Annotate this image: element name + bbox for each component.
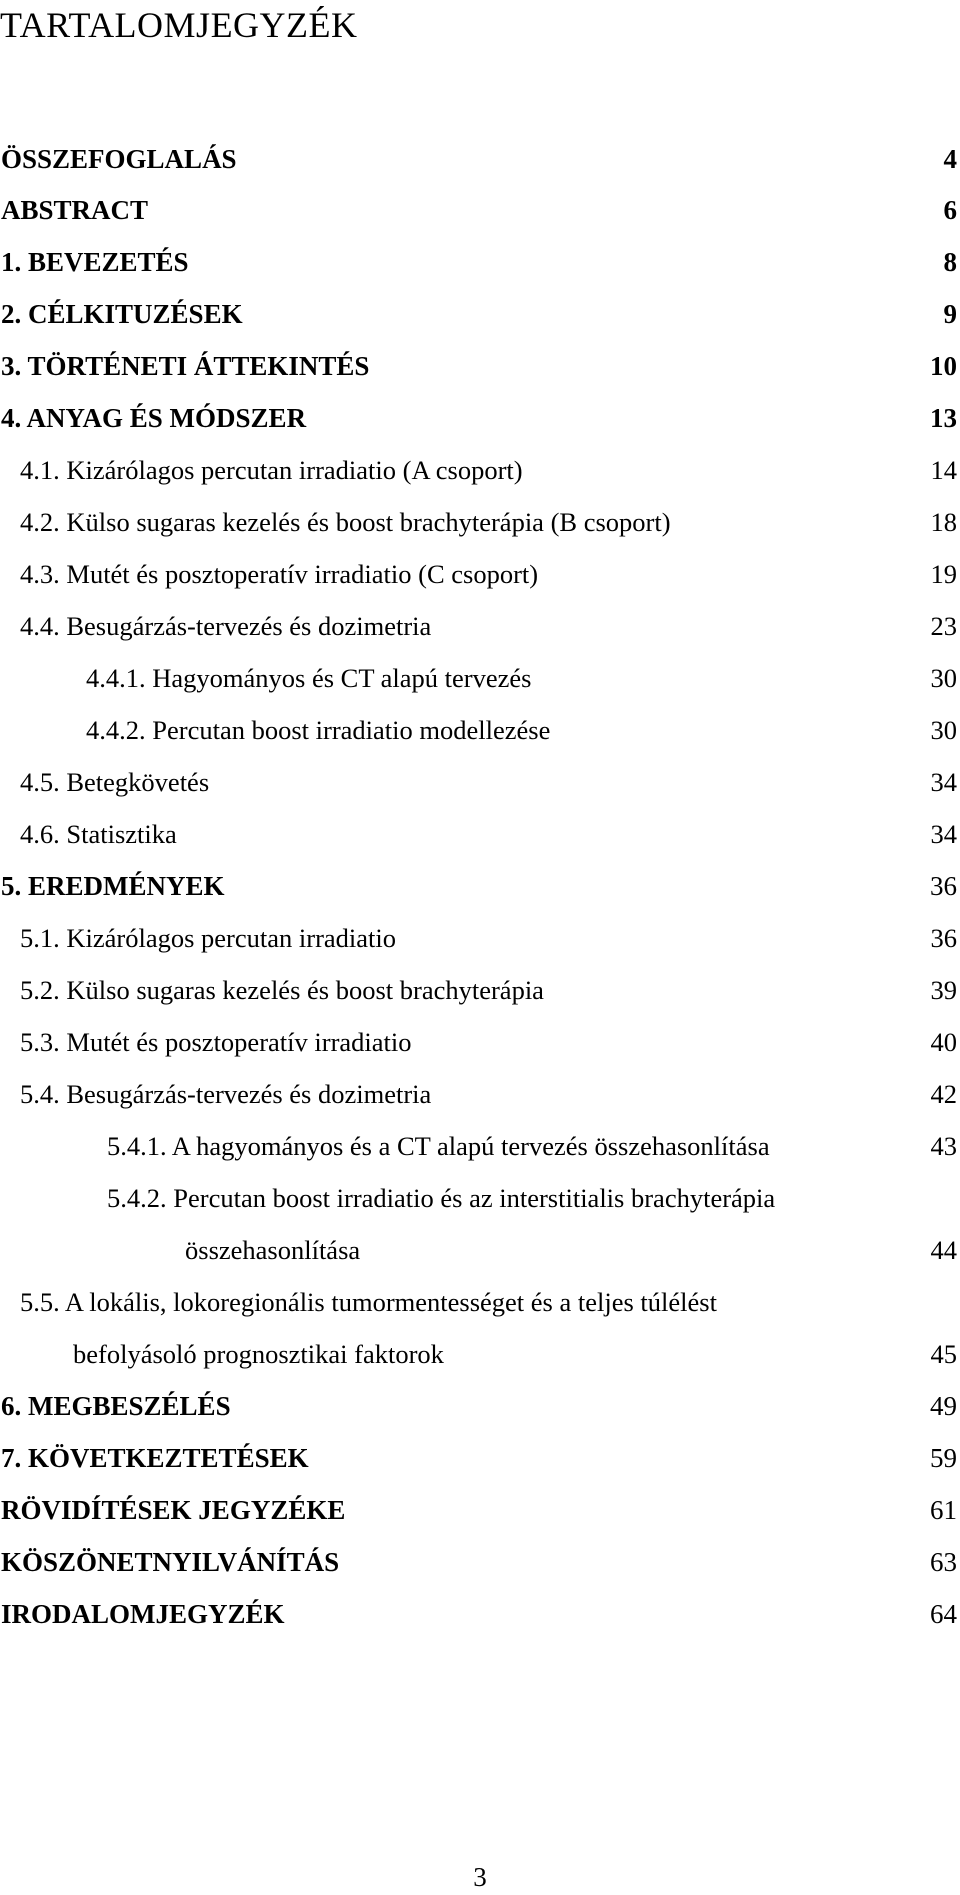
toc-entry — [0, 1490, 960, 1530]
toc-entry-page: 10 — [930, 351, 957, 381]
page-number: 3 — [473, 1862, 487, 1892]
toc-entry-page: 9 — [943, 299, 957, 329]
toc-entry-page: 18 — [930, 507, 957, 537]
toc-entry — [0, 346, 960, 386]
toc-entry — [0, 450, 960, 490]
toc-entry — [0, 398, 960, 438]
toc-entry-title: 4.2. Külso sugaras kezelés és boost brachyterápia (B csoport) — [20, 507, 671, 537]
toc-entry-page: 6 — [943, 195, 957, 225]
toc-entry-page: 34 — [930, 767, 957, 797]
toc-entry — [0, 1594, 960, 1634]
toc-entry-page: 40 — [930, 1027, 957, 1057]
toc-entry — [0, 1230, 960, 1270]
toc-entry-page: 59 — [930, 1443, 957, 1473]
toc-entry-page: 23 — [930, 611, 957, 641]
toc-entry-title: 5.4.1. A hagyományos és a CT alapú tervezés összehasonlítása — [107, 1131, 770, 1161]
toc-entry — [0, 606, 960, 646]
toc-entry — [0, 1074, 960, 1114]
toc-entry-page: 44 — [930, 1235, 957, 1265]
toc-entry-title: befolyásoló prognosztikai faktorok — [73, 1339, 444, 1369]
toc-entry-page: 43 — [930, 1131, 957, 1161]
toc-entry-page: 39 — [930, 975, 957, 1005]
toc-entry-page: 14 — [930, 455, 957, 485]
toc-entry-title: 4.6. Statisztika — [20, 819, 177, 849]
toc-entry — [0, 1126, 960, 1166]
toc-entry-title: 2. CÉLKITUZÉSEK — [1, 299, 243, 329]
toc-entry-page: 34 — [930, 819, 957, 849]
toc-entry-title: 4.5. Betegkövetés — [20, 767, 210, 797]
toc-entry — [0, 1282, 960, 1322]
toc-entry-page: 8 — [943, 247, 957, 277]
toc-entry — [0, 866, 960, 906]
toc-entry-page: 61 — [930, 1495, 957, 1525]
toc-entry-title: 5.4. Besugárzás-tervezés és dozimetria — [20, 1079, 432, 1109]
toc-entry-title: 4.4.1. Hagyományos és CT alapú tervezés — [86, 663, 532, 693]
toc-entry-page: 42 — [930, 1079, 957, 1109]
toc-entry-page: 63 — [930, 1547, 957, 1577]
toc-entry — [0, 242, 960, 282]
toc-entry-title: 3. TÖRTÉNETI ÁTTEKINTÉS — [1, 351, 370, 381]
page-title: TARTALOMJEGYZÉK — [0, 5, 358, 45]
toc-entry — [0, 814, 960, 854]
toc-entry-page: 64 — [930, 1599, 957, 1629]
toc-entry — [0, 1386, 960, 1426]
toc-entry-page: 36 — [930, 923, 957, 953]
toc-entry-title: 5.5. A lokális, lokoregionális tumormentességet és a teljes túlélést — [20, 1287, 717, 1317]
toc-entry-title: 4.4. Besugárzás-tervezés és dozimetria — [20, 611, 432, 641]
toc-entry — [0, 554, 960, 594]
toc-entry-page: 49 — [930, 1391, 957, 1421]
toc-entry-title: 5.4.2. Percutan boost irradiatio és az interstitialis brachyterápia — [107, 1183, 776, 1213]
toc-entry-title: 4.4.2. Percutan boost irradiatio modellezése — [86, 715, 551, 745]
toc-entry-title: ÖSSZEFOGLALÁS — [1, 144, 237, 174]
toc-entry — [0, 1334, 960, 1374]
toc-entry-page: 4 — [943, 144, 957, 174]
toc-entry — [0, 190, 960, 230]
toc-entry-title: 5. EREDMÉNYEK — [1, 871, 225, 901]
toc-entry — [0, 294, 960, 334]
toc-entry — [0, 502, 960, 542]
toc-entry — [0, 1178, 960, 1218]
toc-entry-page: 19 — [930, 559, 957, 589]
toc-entry-title: 5.1. Kizárólagos percutan irradiatio — [20, 923, 397, 953]
toc-entry-title: IRODALOMJEGYZÉK — [1, 1599, 285, 1629]
toc-entry-page: 13 — [930, 403, 957, 433]
toc-entry-title: 7. KÖVETKEZTETÉSEK — [1, 1443, 309, 1473]
toc-entry — [0, 1542, 960, 1582]
toc-entry-title: 4.3. Mutét és posztoperatív irradiatio (C csoport) — [20, 559, 539, 589]
toc-entry — [0, 710, 960, 750]
toc-entry — [0, 1438, 960, 1478]
toc-entry — [0, 970, 960, 1010]
toc-entry-page: 30 — [930, 715, 957, 745]
toc-entry — [0, 762, 960, 802]
toc-entry-title: 5.2. Külso sugaras kezelés és boost brachyterápia — [20, 975, 544, 1005]
toc-entry-title: 5.3. Mutét és posztoperatív irradiatio — [20, 1027, 412, 1057]
toc-entry — [0, 1022, 960, 1062]
toc-entry — [0, 658, 960, 698]
toc-entry-title: KÖSZÖNETNYILVÁNÍTÁS — [1, 1547, 340, 1577]
toc-entry-title: 6. MEGBESZÉLÉS — [1, 1391, 231, 1421]
toc-entry-title: 4.1. Kizárólagos percutan irradiatio (A csoport) — [20, 455, 523, 485]
toc-entry-page: 45 — [930, 1339, 957, 1369]
toc-entry-title: RÖVIDÍTÉSEK JEGYZÉKE — [1, 1495, 346, 1525]
toc-entry-title: ABSTRACT — [1, 195, 149, 225]
toc-entry-title: 4. ANYAG ÉS MÓDSZER — [1, 403, 307, 433]
toc-entry-title: 1. BEVEZETÉS — [1, 247, 189, 277]
toc-entry-page: 30 — [930, 663, 957, 693]
toc-entry-page: 36 — [930, 871, 957, 901]
toc-entry — [0, 918, 960, 958]
toc-entry-title: összehasonlítása — [185, 1235, 361, 1265]
toc-entry — [0, 139, 960, 179]
